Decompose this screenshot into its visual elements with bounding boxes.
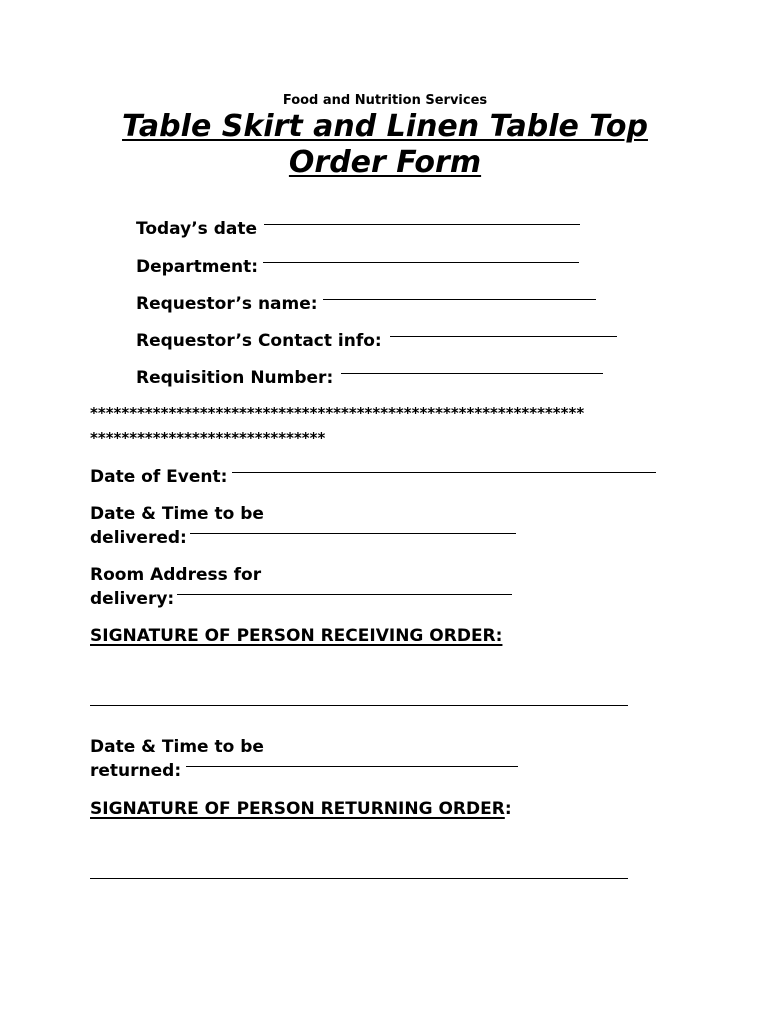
signature-returning-text: SIGNATURE OF PERSON RETURNING ORDER <box>90 799 505 819</box>
requestor-contact-label: Requestor’s Contact info: <box>136 331 382 351</box>
signature-receiving-line[interactable] <box>90 705 628 706</box>
form-title-line-2: Order Form <box>288 145 482 180</box>
return-time-field[interactable] <box>186 766 518 767</box>
requestor-contact-field[interactable] <box>390 336 617 337</box>
requisition-number-field[interactable] <box>341 373 603 374</box>
return-time-label-line-2: returned: <box>90 761 182 781</box>
signature-returning-label <box>90 799 512 819</box>
todays-date-field[interactable] <box>264 224 580 225</box>
delivery-time-label-line-1: Date & Time to be <box>90 504 264 524</box>
date-of-event-label: Date of Event: <box>90 467 228 487</box>
delivery-time-label-line-2: delivered: <box>90 528 187 548</box>
requestor-name-label: Requestor’s name: <box>136 294 318 314</box>
delivery-time-field[interactable] <box>190 533 516 534</box>
requisition-number-label: Requisition Number: <box>136 368 334 388</box>
signature-returning-colon: : <box>504 799 512 819</box>
room-address-label-line-1: Room Address for <box>90 565 262 585</box>
signature-receiving-label: SIGNATURE OF PERSON RECEIVING ORDER: <box>90 626 503 646</box>
signature-returning-line[interactable] <box>90 878 628 879</box>
department-header: Food and Nutrition Services <box>282 93 488 108</box>
form-title-line-1: Table Skirt and Linen Table Top <box>122 109 648 144</box>
department-field[interactable] <box>263 262 579 263</box>
todays-date-label: Today’s date <box>136 219 258 239</box>
return-time-label-line-1: Date & Time to be <box>90 737 264 757</box>
room-address-label-line-2: delivery: <box>90 589 175 609</box>
requestor-name-field[interactable] <box>323 299 596 300</box>
room-address-field[interactable] <box>177 594 512 595</box>
date-of-event-field[interactable] <box>232 472 656 473</box>
asterisk-separator-line-2: ****************************** <box>90 429 326 447</box>
asterisk-separator-line-1: *************************************************************** <box>90 404 585 422</box>
department-label: Department: <box>136 257 259 277</box>
